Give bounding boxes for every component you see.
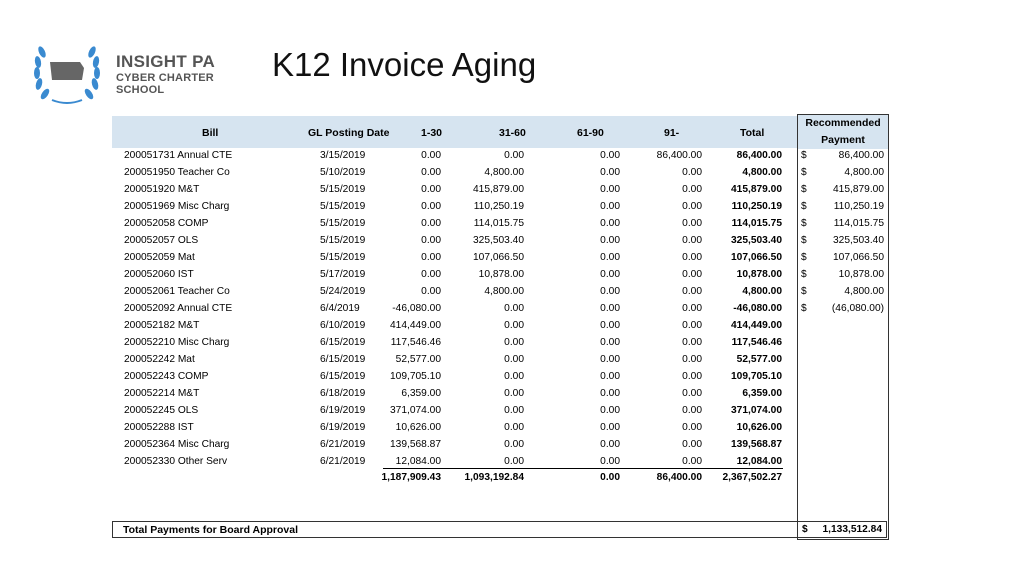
recommended-payment-cell: 86,400.00	[838, 150, 884, 161]
days-1-30-cell: 0.00	[421, 150, 441, 161]
days-61-90-cell: 0.00	[600, 303, 620, 314]
pennsylvania-laurel-icon	[28, 38, 108, 108]
days-91-cell: 0.00	[682, 405, 702, 416]
bill-cell: 200052061 Teacher Co	[124, 286, 230, 297]
table-row	[112, 182, 888, 199]
row-total-cell: 10,626.00	[736, 422, 782, 433]
recommended-payment-cell: 325,503.40	[833, 235, 884, 246]
table-row	[112, 216, 888, 233]
days-31-60-cell: 0.00	[504, 320, 524, 331]
bill-cell: 200052214 M&T	[124, 388, 200, 399]
gl-posting-date-cell: 6/15/2019	[320, 371, 366, 382]
days-61-90-cell: 0.00	[600, 150, 620, 161]
row-total-cell: 371,074.00	[731, 405, 782, 416]
dollar-sign: $	[801, 201, 807, 212]
days-61-90-cell: 0.00	[600, 456, 620, 467]
table-row	[112, 284, 888, 301]
days-91-cell: 0.00	[682, 337, 702, 348]
bill-cell: 200052243 COMP	[124, 371, 209, 382]
logo-name: INSIGHT PA	[116, 52, 216, 71]
days-61-90-cell: 0.00	[600, 235, 620, 246]
gl-posting-date-cell: 6/15/2019	[320, 337, 366, 348]
days-31-60-cell: 0.00	[504, 354, 524, 365]
dollar-sign: $	[801, 269, 807, 280]
table-header	[112, 116, 797, 148]
row-total-cell: 139,568.87	[731, 439, 782, 450]
bill-cell: 200052092 Annual CTE	[124, 303, 233, 314]
days-1-30-cell: 414,449.00	[390, 320, 441, 331]
school-logo	[28, 38, 258, 108]
row-total-cell: 4,800.00	[742, 167, 782, 178]
days-61-90-cell: 0.00	[600, 422, 620, 433]
days-91-cell: 0.00	[682, 303, 702, 314]
days-1-30-cell: 0.00	[421, 235, 441, 246]
days-91-cell: 0.00	[682, 201, 702, 212]
days-91-cell: 0.00	[682, 235, 702, 246]
bill-cell: 200051969 Misc Charg	[124, 201, 230, 212]
days-61-90-cell: 0.00	[600, 252, 620, 263]
days-61-90-cell: 0.00	[600, 201, 620, 212]
bill-cell: 200052059 Mat	[124, 252, 195, 263]
days-91-cell: 0.00	[682, 354, 702, 365]
row-total-cell: 86,400.00	[736, 150, 782, 161]
gl-posting-date-cell: 6/18/2019	[320, 388, 366, 399]
logo-subtitle: CYBER CHARTER SCHOOL	[116, 72, 214, 96]
bill-cell: 200052364 Misc Charg	[124, 439, 230, 450]
table-row	[112, 318, 888, 335]
header-31-60: 31-60	[499, 127, 526, 139]
dollar-sign: $	[801, 286, 807, 297]
days-61-90-cell: 0.00	[600, 337, 620, 348]
table-row	[112, 437, 888, 454]
dollar-sign: $	[801, 150, 807, 161]
days-1-30-cell: 0.00	[421, 252, 441, 263]
table-row	[112, 165, 888, 182]
row-total-cell: 4,800.00	[742, 286, 782, 297]
table-row	[112, 335, 888, 352]
row-total-cell: 109,705.10	[731, 371, 782, 382]
days-1-30-cell: 52,577.00	[395, 354, 441, 365]
dollar-sign: $	[801, 184, 807, 195]
invoice-aging-table	[112, 114, 888, 539]
days-1-30-cell: 0.00	[421, 218, 441, 229]
days-91-cell: 0.00	[682, 269, 702, 280]
totals-rule	[383, 468, 783, 469]
row-total-cell: 325,503.40	[731, 235, 782, 246]
bill-cell: 200052060 IST	[124, 269, 194, 280]
gl-posting-date-cell: 5/15/2019	[320, 235, 366, 246]
table-row	[112, 199, 888, 216]
table-row	[112, 369, 888, 386]
bill-cell: 200052242 Mat	[124, 354, 195, 365]
days-61-90-cell: 0.00	[600, 371, 620, 382]
days-61-90-cell: 0.00	[600, 388, 620, 399]
table-row	[112, 233, 888, 250]
days-91-cell: 0.00	[682, 286, 702, 297]
days-61-90-cell: 0.00	[600, 184, 620, 195]
total-61-90: 0.00	[600, 472, 620, 483]
dollar-sign: $	[801, 167, 807, 178]
total-1-30: 1,187,909.43	[381, 472, 441, 483]
board-approval-row	[112, 521, 887, 538]
header-recommended-payment	[797, 114, 889, 149]
days-31-60-cell: 0.00	[504, 405, 524, 416]
board-approval-label: Total Payments for Board Approval	[123, 524, 299, 536]
gl-posting-date-cell: 5/15/2019	[320, 201, 366, 212]
days-91-cell: 0.00	[682, 388, 702, 399]
bill-cell: 200052288 IST	[124, 422, 194, 433]
row-total-cell: 114,015.75	[731, 218, 782, 229]
recommended-payment-cell: 4,800.00	[844, 286, 884, 297]
days-91-cell: 0.00	[682, 422, 702, 433]
bill-cell: 200052182 M&T	[124, 320, 200, 331]
days-31-60-cell: 0.00	[504, 371, 524, 382]
days-91-cell: 0.00	[682, 371, 702, 382]
gl-posting-date-cell: 6/15/2019	[320, 354, 366, 365]
gl-posting-date-cell: 5/15/2019	[320, 184, 366, 195]
recommended-payment-cell: 10,878.00	[838, 269, 884, 280]
gl-posting-date-cell: 5/17/2019	[320, 269, 366, 280]
days-1-30-cell: -46,080.00	[392, 303, 441, 314]
gl-posting-date-cell: 6/19/2019	[320, 422, 366, 433]
table-row	[112, 301, 888, 318]
days-31-60-cell: 415,879.00	[473, 184, 524, 195]
row-total-cell: 415,879.00	[731, 184, 782, 195]
bill-cell: 200052245 OLS	[124, 405, 199, 416]
days-61-90-cell: 0.00	[600, 439, 620, 450]
days-91-cell: 0.00	[682, 218, 702, 229]
row-total-cell: 414,449.00	[731, 320, 782, 331]
table-row	[112, 420, 888, 437]
gl-posting-date-cell: 3/15/2019	[320, 150, 366, 161]
days-61-90-cell: 0.00	[600, 218, 620, 229]
days-1-30-cell: 10,626.00	[395, 422, 441, 433]
days-31-60-cell: 0.00	[504, 303, 524, 314]
days-1-30-cell: 0.00	[421, 286, 441, 297]
bill-cell: 200052057 OLS	[124, 235, 199, 246]
gl-posting-date-cell: 5/15/2019	[320, 218, 366, 229]
days-31-60-cell: 110,250.19	[473, 201, 524, 212]
days-61-90-cell: 0.00	[600, 269, 620, 280]
days-31-60-cell: 0.00	[504, 150, 524, 161]
header-total: Total	[740, 127, 765, 139]
board-approval-dollar: $	[802, 524, 808, 535]
header-bill: Bill	[202, 127, 219, 139]
header-1-30: 1-30	[421, 127, 443, 139]
days-91-cell: 86,400.00	[656, 150, 702, 161]
board-approval-total: 1,133,512.84	[822, 524, 882, 535]
bill-cell: 200051950 Teacher Co	[124, 167, 230, 178]
days-31-60-cell: 0.00	[504, 456, 524, 467]
days-91-cell: 0.00	[682, 184, 702, 195]
days-1-30-cell: 0.00	[421, 167, 441, 178]
grand-total: 2,367,502.27	[722, 472, 782, 483]
days-1-30-cell: 0.00	[421, 269, 441, 280]
days-1-30-cell: 139,568.87	[390, 439, 441, 450]
gl-posting-date-cell: 5/24/2019	[320, 286, 366, 297]
bill-cell: 200052210 Misc Charg	[124, 337, 230, 348]
days-61-90-cell: 0.00	[600, 167, 620, 178]
days-1-30-cell: 12,084.00	[395, 456, 441, 467]
total-91: 86,400.00	[656, 472, 702, 483]
days-91-cell: 0.00	[682, 456, 702, 467]
days-31-60-cell: 4,800.00	[484, 286, 524, 297]
days-91-cell: 0.00	[682, 252, 702, 263]
days-31-60-cell: 325,503.40	[473, 235, 524, 246]
days-31-60-cell: 114,015.75	[473, 218, 524, 229]
dollar-sign: $	[801, 252, 807, 263]
days-91-cell: 0.00	[682, 439, 702, 450]
table-row	[112, 267, 888, 284]
table-row	[112, 148, 888, 165]
days-31-60-cell: 0.00	[504, 337, 524, 348]
table-row	[112, 250, 888, 267]
days-1-30-cell: 109,705.10	[390, 371, 441, 382]
header-gl-posting-date: GL Posting Date	[308, 127, 390, 139]
total-31-60: 1,093,192.84	[464, 472, 524, 483]
recommended-payment-cell: (46,080.00)	[831, 303, 884, 314]
days-1-30-cell: 117,546.46	[390, 337, 441, 348]
table-row	[112, 386, 888, 403]
gl-posting-date-cell: 5/15/2019	[320, 252, 366, 263]
header-recommended: Recommended	[805, 117, 881, 129]
days-31-60-cell: 4,800.00	[484, 167, 524, 178]
gl-posting-date-cell: 5/10/2019	[320, 167, 366, 178]
days-61-90-cell: 0.00	[600, 405, 620, 416]
dollar-sign: $	[801, 235, 807, 246]
gl-posting-date-cell: 6/4/2019	[320, 303, 360, 314]
row-total-cell: 12,084.00	[736, 456, 782, 467]
header-payment: Payment	[821, 134, 865, 146]
dollar-sign: $	[801, 303, 807, 314]
days-31-60-cell: 107,066.50	[473, 252, 524, 263]
days-1-30-cell: 371,074.00	[390, 405, 441, 416]
bill-cell: 200051920 M&T	[124, 184, 200, 195]
gl-posting-date-cell: 6/21/2019	[320, 456, 366, 467]
days-31-60-cell: 10,878.00	[478, 269, 524, 280]
row-total-cell: 52,577.00	[736, 354, 782, 365]
recommended-payment-cell: 110,250.19	[833, 201, 884, 212]
dollar-sign: $	[801, 218, 807, 229]
row-total-cell: -46,080.00	[733, 303, 782, 314]
days-31-60-cell: 0.00	[504, 422, 524, 433]
gl-posting-date-cell: 6/10/2019	[320, 320, 366, 331]
row-total-cell: 6,359.00	[742, 388, 782, 399]
table-row	[112, 403, 888, 420]
days-91-cell: 0.00	[682, 167, 702, 178]
days-61-90-cell: 0.00	[600, 286, 620, 297]
days-31-60-cell: 0.00	[504, 439, 524, 450]
row-total-cell: 110,250.19	[731, 201, 782, 212]
recommended-payment-cell: 4,800.00	[844, 167, 884, 178]
days-1-30-cell: 0.00	[421, 201, 441, 212]
page-title: K12 Invoice Aging	[272, 46, 537, 83]
days-31-60-cell: 0.00	[504, 388, 524, 399]
days-61-90-cell: 0.00	[600, 354, 620, 365]
row-total-cell: 10,878.00	[736, 269, 782, 280]
recommended-payment-cell: 114,015.75	[833, 218, 884, 229]
gl-posting-date-cell: 6/19/2019	[320, 405, 366, 416]
row-total-cell: 107,066.50	[731, 252, 782, 263]
days-1-30-cell: 0.00	[421, 184, 441, 195]
bill-cell: 200052058 COMP	[124, 218, 209, 229]
recommended-payment-cell: 107,066.50	[833, 252, 884, 263]
table-row	[112, 352, 888, 369]
days-91-cell: 0.00	[682, 320, 702, 331]
bill-cell: 200052330 Other Serv	[124, 456, 228, 467]
header-61-90: 61-90	[577, 127, 604, 139]
gl-posting-date-cell: 6/21/2019	[320, 439, 366, 450]
days-1-30-cell: 6,359.00	[401, 388, 441, 399]
row-total-cell: 117,546.46	[731, 337, 782, 348]
recommended-payment-cell: 415,879.00	[833, 184, 884, 195]
header-91: 91-	[664, 127, 680, 139]
days-61-90-cell: 0.00	[600, 320, 620, 331]
bill-cell: 200051731 Annual CTE	[124, 150, 233, 161]
